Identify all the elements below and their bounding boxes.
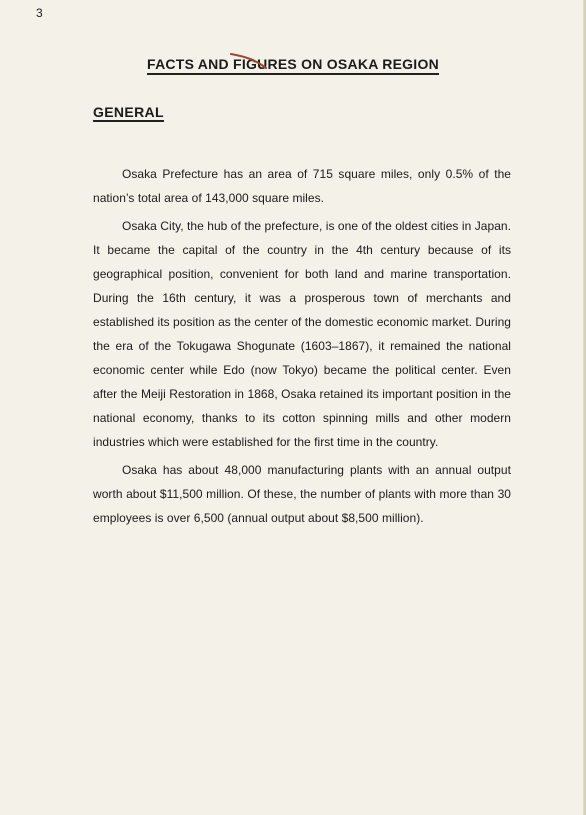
section-heading bbox=[93, 104, 164, 120]
page-title-text: FACTS AND FIGURES ON OSAKA REGION bbox=[147, 56, 439, 75]
page-title bbox=[0, 56, 586, 72]
page-number: 3 bbox=[36, 6, 43, 20]
body-text bbox=[93, 162, 511, 534]
paragraph-2: Osaka City, the hub of the prefecture, is one of the oldest cities in Japan. It became the capital of the country in the 4th century because of its geographical position, convenient for both land and marine transportation. During the 16th century, it was a prosperous town of merchants and established its position as the center of the domestic economic market. During the era of the Tokugawa Shogunate (1603–1867), it remained the national economic center while Edo (now Tokyo) became the political center. Even after the Meiji Restoration in 1868, Osaka retained its important position in the national economy, thanks to its cotton spinning mills and other modern industries which were established for the first time in the country. bbox=[93, 219, 511, 449]
paragraph-3: Osaka has about 48,000 manufacturing plants with an annual output worth about $11,500 million. Of these, the number of plants with more than 30 employees is over 6,500 (annual output about $8,500 million). bbox=[93, 463, 511, 525]
paragraph-1: Osaka Prefecture has an area of 715 square miles, only 0.5% of the nation’s total area of 143,000 square miles. bbox=[93, 167, 511, 205]
section-heading-text: GENERAL bbox=[93, 104, 164, 120]
